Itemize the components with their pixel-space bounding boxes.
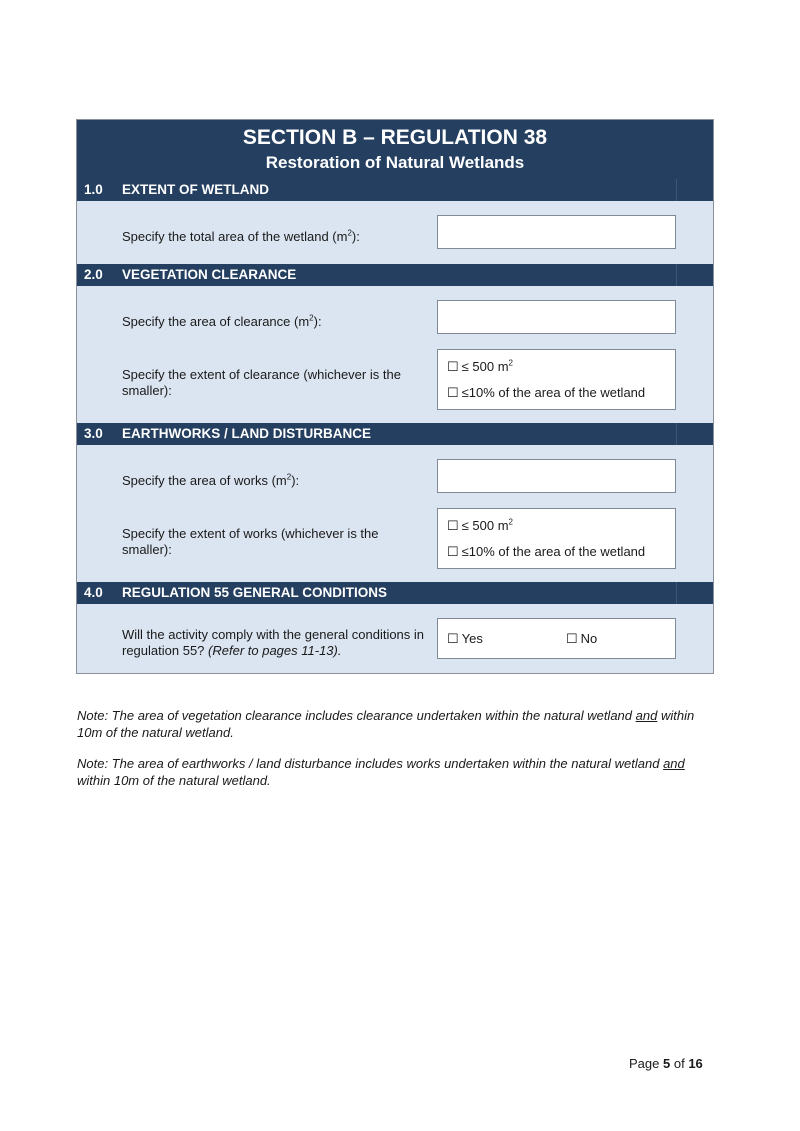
option-no[interactable]: ☐ No bbox=[566, 631, 598, 646]
section-title: EARTHWORKS / LAND DISTURBANCE bbox=[122, 426, 371, 441]
checkbox-icon[interactable]: ☐ bbox=[447, 518, 459, 533]
section-header-earthworks bbox=[77, 423, 713, 445]
page-title: SECTION B – REGULATION 38 bbox=[242, 126, 548, 149]
field-label: Specify the total area of the wetland $(m^2)$: bbox=[122, 228, 360, 244]
checkbox-icon[interactable]: ☐ bbox=[447, 544, 459, 559]
field-row-works-area bbox=[77, 445, 713, 496]
header-divider bbox=[676, 582, 677, 604]
header-divider bbox=[676, 264, 677, 286]
checkbox-icon[interactable]: ☐ bbox=[566, 631, 578, 646]
field-label: Will the activity comply with the general conditions in regulation 55? (Refer to pages 11-13). bbox=[122, 627, 425, 658]
form-title-block bbox=[77, 120, 713, 179]
option-500m2[interactable]: ☐ ≤ 500 $m^2$ bbox=[447, 358, 513, 374]
clearance-extent-options bbox=[437, 349, 676, 410]
field-label: Specify the extent of clearance (whichever is the smaller): bbox=[122, 367, 401, 398]
field-row-comply bbox=[77, 604, 713, 673]
option-500m2[interactable]: ☐ ≤ 500 $m^2$ bbox=[447, 517, 513, 533]
note-vegetation-clearance: Note: The area of vegetation clearance includes clearance undertaken within the natural wetland and within 10m of the natural wetland. bbox=[77, 708, 695, 740]
page-subtitle: Restoration of Natural Wetlands bbox=[265, 153, 525, 172]
field-label: Specify the extent of works (whichever is the smaller): bbox=[122, 526, 379, 557]
option-10-percent[interactable]: ☐ ≤10% of the area of the wetland bbox=[447, 385, 646, 400]
section-title: REGULATION 55 GENERAL CONDITIONS bbox=[122, 585, 388, 600]
section-header-general-conditions bbox=[77, 582, 713, 604]
checkbox-icon[interactable]: ☐ bbox=[447, 359, 459, 374]
section-number: 1.0 bbox=[84, 182, 103, 197]
total-area-input[interactable] bbox=[437, 215, 676, 249]
section-title: VEGETATION CLEARANCE bbox=[122, 267, 297, 282]
field-row-clearance-area bbox=[77, 286, 713, 337]
field-row-works-extent bbox=[77, 496, 713, 582]
section-header-vegetation-clearance bbox=[77, 264, 713, 286]
clearance-area-input[interactable] bbox=[437, 300, 676, 334]
header-divider bbox=[676, 423, 677, 445]
section-number: 3.0 bbox=[84, 426, 103, 441]
option-10-percent[interactable]: ☐ ≤10% of the area of the wetland bbox=[447, 544, 646, 559]
works-area-input[interactable] bbox=[437, 459, 676, 493]
section-title: EXTENT OF WETLAND bbox=[122, 182, 269, 197]
field-label: Specify the area of works $(m^2)$: bbox=[122, 472, 300, 488]
section-number: 2.0 bbox=[84, 267, 103, 282]
section-number: 4.0 bbox=[84, 585, 103, 600]
regulation-38-form bbox=[76, 119, 714, 674]
notes bbox=[77, 707, 717, 803]
works-extent-options bbox=[437, 508, 676, 569]
comply-options bbox=[437, 618, 676, 659]
field-label: Specify the area of clearance $(m^2)$: bbox=[122, 313, 322, 329]
note-earthworks: Note: The area of earthworks / land disturbance includes works undertaken within the natural wetland and within 10m of the natural wetland. bbox=[77, 756, 685, 788]
field-row-total-area bbox=[77, 201, 713, 264]
page-number: Page 5 of 16 bbox=[629, 1056, 703, 1071]
header-divider bbox=[676, 179, 677, 201]
option-yes[interactable]: ☐ Yes bbox=[447, 631, 483, 646]
field-row-clearance-extent bbox=[77, 337, 713, 423]
checkbox-icon[interactable]: ☐ bbox=[447, 631, 459, 646]
checkbox-icon[interactable]: ☐ bbox=[447, 385, 459, 400]
section-header-extent-of-wetland bbox=[77, 179, 713, 201]
